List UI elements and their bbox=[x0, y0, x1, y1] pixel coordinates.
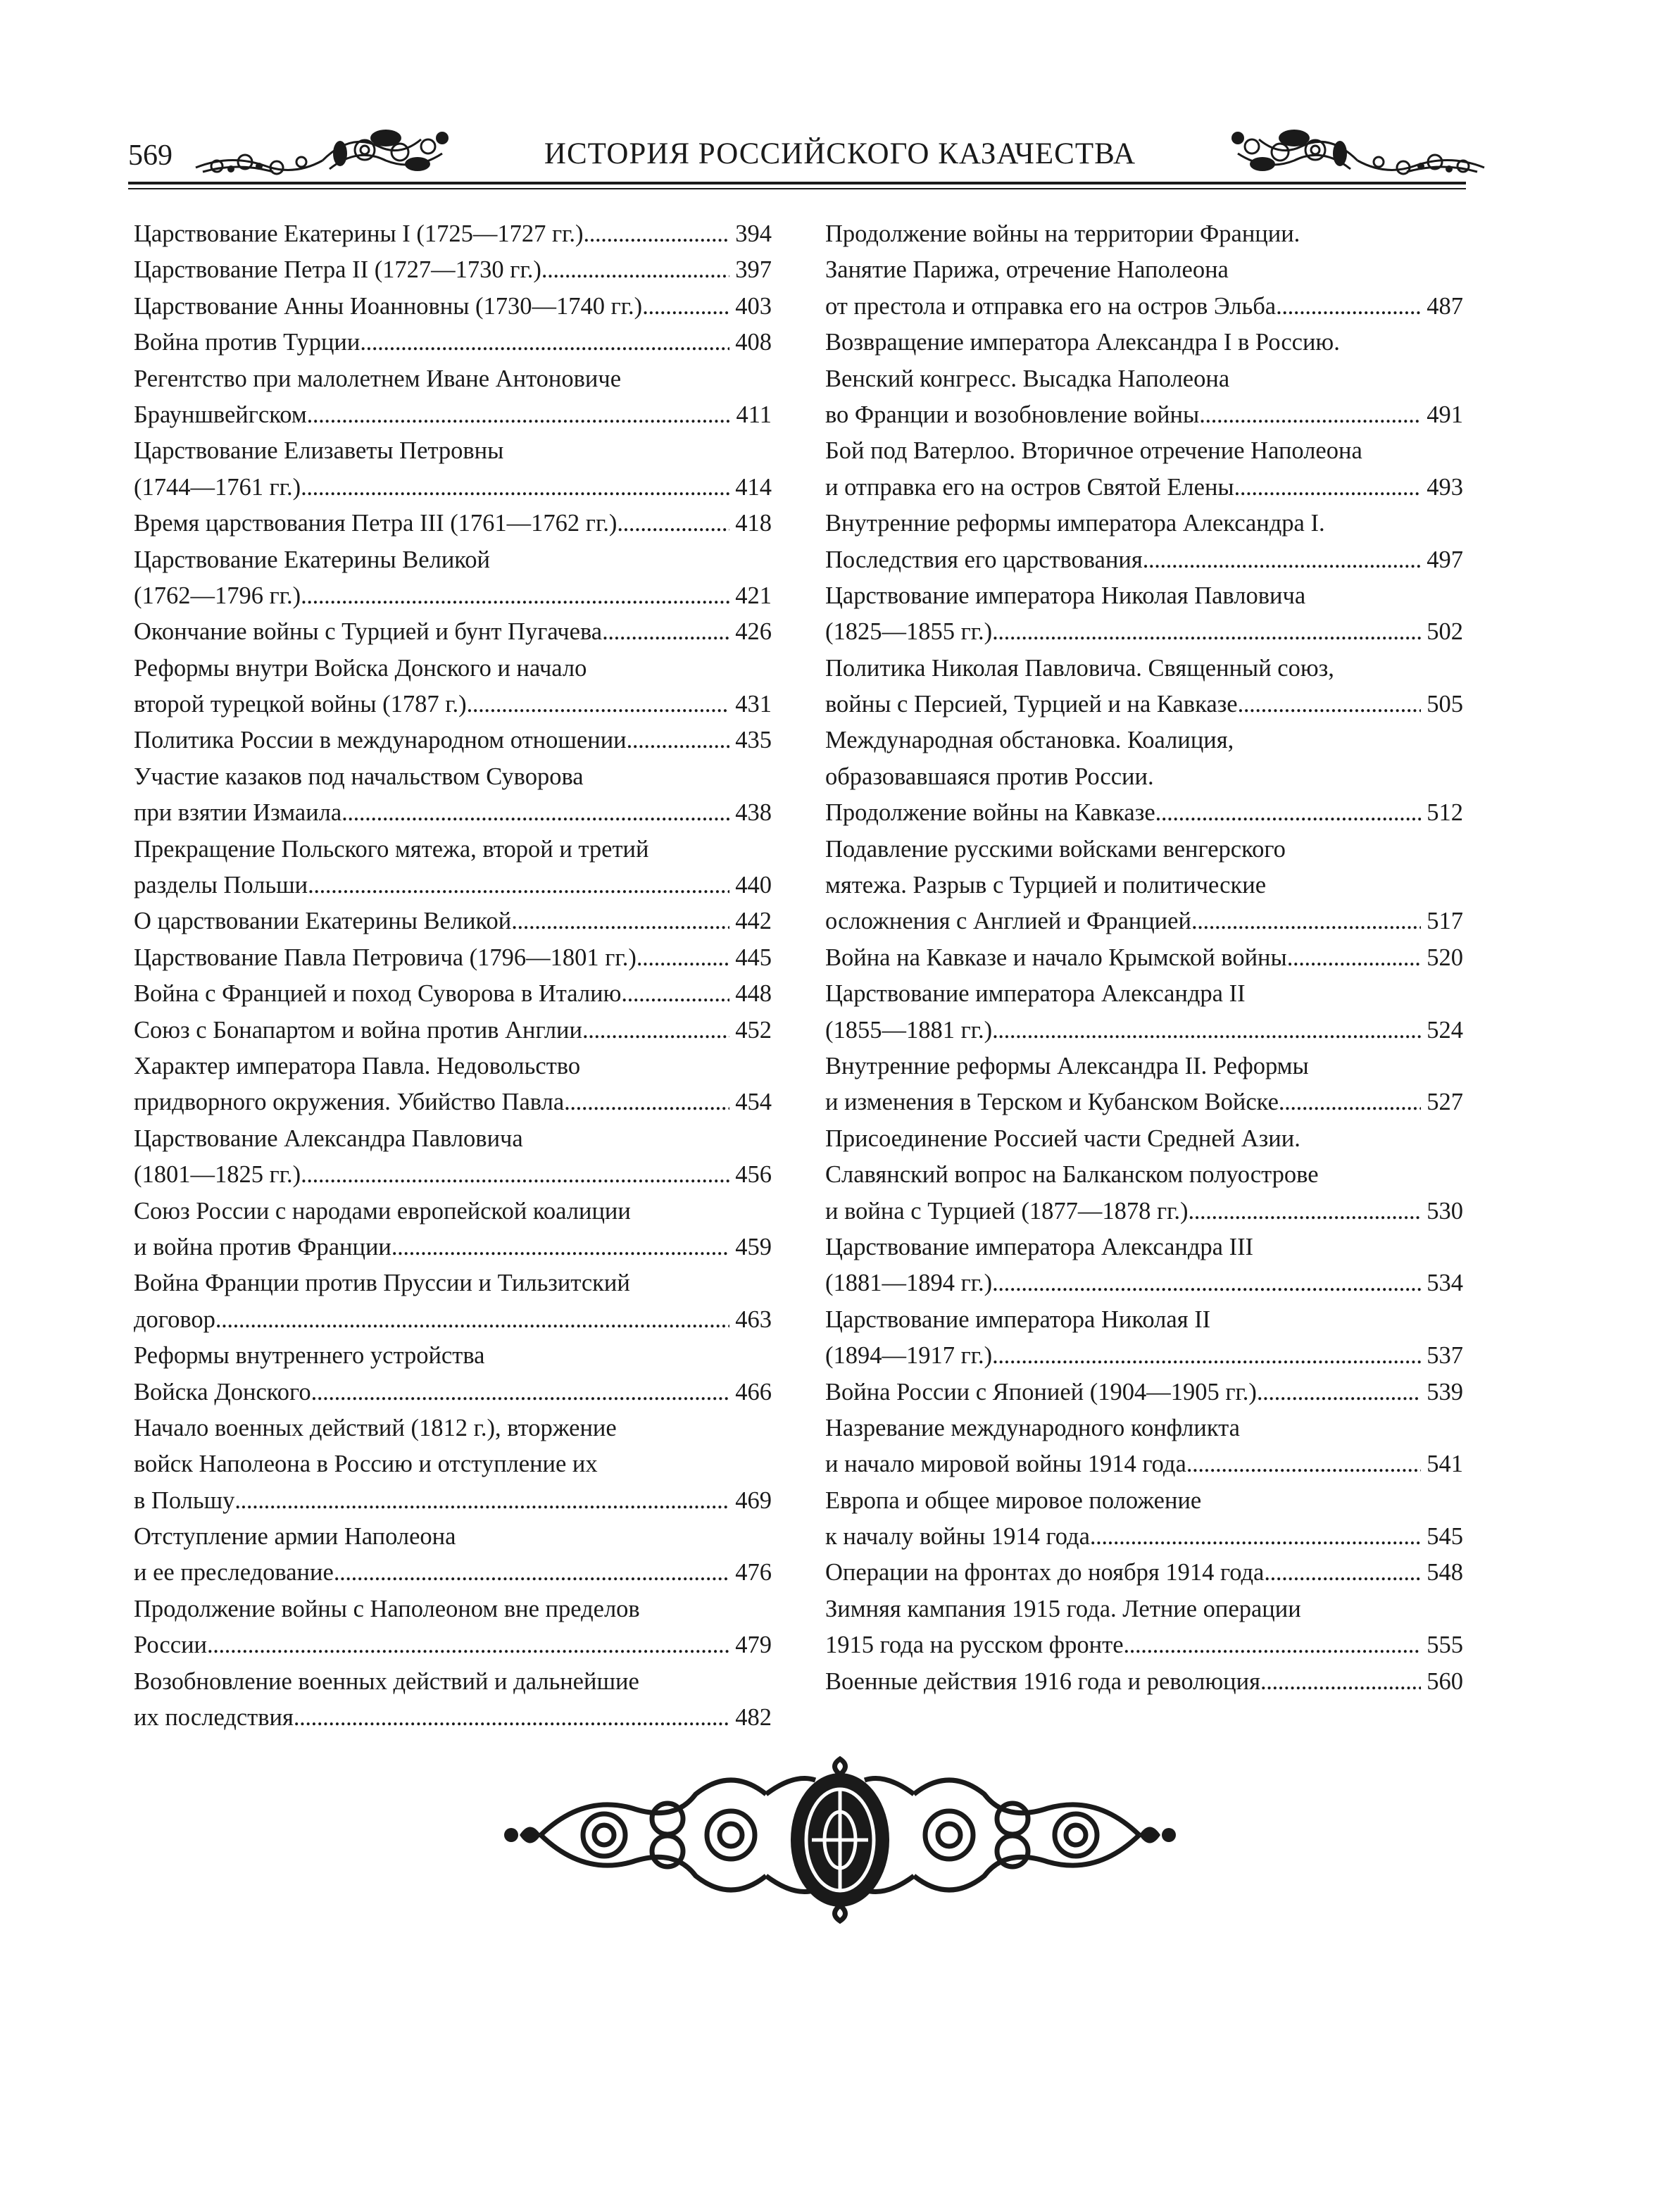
dot-leader bbox=[341, 795, 729, 831]
toc-entry-line bbox=[134, 795, 772, 831]
toc-entry-line-continued bbox=[825, 1157, 1463, 1193]
dot-leader bbox=[992, 614, 1421, 650]
toc-entry-title: Политика России в международном отношении bbox=[134, 727, 627, 754]
toc-entry-title: 1915 года на русском фронте bbox=[825, 1632, 1124, 1659]
toc-page-number: 445 bbox=[735, 944, 772, 971]
toc-entry-title: О царствовании Екатерины Великой bbox=[134, 908, 512, 935]
toc-entry-title: Царствование императора Александра II bbox=[825, 980, 1246, 1008]
toc-page-number: 497 bbox=[1427, 546, 1463, 573]
toc-entry-line bbox=[825, 1555, 1463, 1591]
toc-entry-line bbox=[134, 940, 772, 976]
dot-leader bbox=[1189, 1194, 1422, 1229]
toc-entry-line-continued bbox=[134, 1410, 772, 1446]
toc-entry-title: Внутренние реформы императора Александра I. bbox=[825, 510, 1325, 537]
toc-entry-line-continued bbox=[825, 868, 1463, 903]
toc-page-number: 520 bbox=[1427, 944, 1463, 971]
toc-entry-line bbox=[134, 1229, 772, 1265]
toc-entry-title: (1762—1796 гг.) bbox=[134, 582, 301, 609]
toc-entry-title: Царствование Павла Петровича (1796—1801 гг.) bbox=[134, 944, 637, 971]
toc-entry-title: Международная обстановка. Коалиция, bbox=[825, 727, 1234, 754]
toc-entry-title: Продолжение войны на Кавказе bbox=[825, 799, 1155, 827]
toc-entry-line bbox=[825, 903, 1463, 939]
toc-entry-title: (1894—1917 гг.) bbox=[825, 1342, 993, 1370]
toc-entry-title: Царствование Екатерины I (1725—1727 гг.) bbox=[134, 220, 584, 247]
toc-entry-line bbox=[134, 614, 772, 650]
toc-entry-line-continued bbox=[134, 1446, 772, 1482]
toc-entry-line bbox=[134, 1700, 772, 1736]
toc-entry-line bbox=[825, 1013, 1463, 1048]
toc-entry-title: и отправка его на остров Святой Елены bbox=[825, 473, 1234, 501]
dot-leader bbox=[301, 1157, 729, 1193]
dot-leader bbox=[602, 614, 729, 650]
toc-entry-line bbox=[134, 903, 772, 939]
toc-entry-title: Отступление армии Наполеона bbox=[134, 1523, 456, 1551]
toc-entry-line-continued bbox=[825, 759, 1463, 795]
toc-entry-line bbox=[134, 687, 772, 722]
dot-leader bbox=[541, 252, 729, 288]
toc-entry-title: Война против Турции bbox=[134, 329, 361, 356]
dot-leader bbox=[1260, 1664, 1421, 1700]
toc-page-number: 555 bbox=[1427, 1632, 1463, 1659]
dot-leader bbox=[207, 1627, 729, 1663]
toc-entry-title: в Польшу bbox=[134, 1486, 235, 1514]
toc-entry-line bbox=[134, 470, 772, 506]
toc-entry-line bbox=[825, 1375, 1463, 1410]
toc-entry-line-continued bbox=[134, 361, 772, 397]
toc-entry-line-continued bbox=[825, 506, 1463, 541]
toc-entry-line bbox=[825, 542, 1463, 578]
toc-entry-title: Внутренние реформы Александра II. Реформы bbox=[825, 1052, 1309, 1079]
dot-leader bbox=[311, 1375, 730, 1410]
toc-page-number: 469 bbox=[735, 1486, 772, 1514]
toc-entry-title: Возвращение императора Александра I в Россию. bbox=[825, 329, 1340, 356]
toc-entry-line-continued bbox=[134, 651, 772, 687]
toc-page-number: 411 bbox=[736, 401, 772, 428]
toc-entry-line-continued bbox=[825, 1302, 1463, 1338]
toc-entry-title: Царствование Екатерины Великой bbox=[134, 546, 491, 573]
dot-leader bbox=[215, 1302, 729, 1338]
toc-entry-line-continued bbox=[825, 1229, 1463, 1265]
toc-entry-title: Зимняя кампания 1915 года. Летние операции bbox=[825, 1595, 1301, 1622]
dot-leader bbox=[360, 325, 729, 361]
toc-entry-title: второй турецкой войны (1787 г.) bbox=[134, 691, 467, 718]
toc-entry-title: Подавление русскими войсками венгерского bbox=[825, 835, 1286, 863]
toc-entry-line bbox=[134, 216, 772, 252]
toc-entry-title: (1825—1855 гг.) bbox=[825, 618, 993, 646]
toc-page-number: 491 bbox=[1427, 401, 1463, 428]
toc-entry-line bbox=[134, 868, 772, 903]
toc-entry-title: мятежа. Разрыв с Турцией и политические bbox=[825, 872, 1267, 899]
dot-leader bbox=[564, 1084, 729, 1120]
toc-page-number: 539 bbox=[1427, 1378, 1463, 1405]
toc-entry-title: Присоединение Россией части Средней Азии. bbox=[825, 1125, 1300, 1152]
toc-entry-title: Союз России с народами европейской коалиции bbox=[134, 1197, 631, 1225]
dot-leader bbox=[582, 1013, 729, 1048]
toc-entry-title: Продолжение войны с Наполеоном вне пределов bbox=[134, 1595, 640, 1622]
toc-page-number: 537 bbox=[1427, 1342, 1463, 1370]
toc-entry-line-continued bbox=[134, 759, 772, 795]
toc-page-number: 448 bbox=[735, 980, 772, 1008]
toc-entry-line-continued bbox=[825, 976, 1463, 1012]
dot-leader bbox=[234, 1483, 729, 1519]
toc-entry-title: Война России с Японией (1904—1905 гг.) bbox=[825, 1378, 1257, 1405]
toc-page-number: 435 bbox=[735, 727, 772, 754]
toc-entry-line-continued bbox=[825, 832, 1463, 868]
toc-entry-line bbox=[134, 289, 772, 325]
toc-page-number: 560 bbox=[1427, 1667, 1463, 1695]
toc-entry-title: Царствование Анны Иоанновны (1730—1740 гг.) bbox=[134, 292, 643, 320]
toc-entry-line-continued bbox=[825, 325, 1463, 361]
toc-entry-title: Славянский вопрос на Балканском полуострове bbox=[825, 1161, 1319, 1189]
toc-page-number: 426 bbox=[735, 618, 772, 646]
toc-entry-title: Регентство при малолетнем Иване Антоновиче bbox=[134, 365, 622, 392]
toc-entry-line-continued bbox=[134, 1519, 772, 1555]
dot-leader bbox=[627, 722, 730, 758]
dot-leader bbox=[334, 1555, 729, 1591]
toc-entry-title: к началу войны 1914 года bbox=[825, 1523, 1090, 1551]
dot-leader bbox=[1287, 940, 1422, 976]
toc-page-number: 414 bbox=[735, 473, 772, 501]
dot-leader bbox=[1191, 903, 1421, 939]
toc-entry-title: и война с Турцией (1877—1878 гг.) bbox=[825, 1197, 1189, 1225]
toc-entry-line-continued bbox=[825, 361, 1463, 397]
toc-page-number: 397 bbox=[735, 256, 772, 284]
toc-entry-line bbox=[825, 1664, 1463, 1700]
dot-leader bbox=[1264, 1555, 1421, 1591]
toc-page-number: 408 bbox=[735, 329, 772, 356]
toc-page-number: 394 bbox=[735, 220, 772, 247]
toc-entry-line bbox=[134, 1084, 772, 1120]
toc-entry-line bbox=[134, 325, 772, 361]
toc-entry-line-continued bbox=[825, 651, 1463, 687]
toc-entry-title: (1855—1881 гг.) bbox=[825, 1016, 993, 1044]
toc-page-number: 479 bbox=[735, 1632, 772, 1659]
dot-leader bbox=[307, 397, 731, 433]
toc-entry-line-continued bbox=[134, 1591, 772, 1627]
toc-entry-title: Реформы внутри Войска Донского и начало bbox=[134, 654, 587, 682]
toc-page-number: 438 bbox=[735, 799, 772, 827]
toc-entry-line-continued bbox=[134, 542, 772, 578]
toc-page-number: 421 bbox=[735, 582, 772, 609]
header-ornament-right-icon bbox=[1224, 125, 1491, 180]
toc-entry-line-continued bbox=[825, 1410, 1463, 1446]
toc-entry-title: Царствование императора Николая Павловича bbox=[825, 582, 1306, 609]
toc-page-number: 456 bbox=[735, 1161, 772, 1189]
toc-entry-title: Царствование Александра Павловича bbox=[134, 1125, 523, 1152]
toc-page-number: 442 bbox=[735, 908, 772, 935]
toc-entry-line bbox=[825, 289, 1463, 325]
dot-leader bbox=[992, 1265, 1421, 1301]
toc-entry-line bbox=[134, 1302, 772, 1338]
toc-entry-title: (1881—1894 гг.) bbox=[825, 1270, 993, 1297]
toc-page-number: 431 bbox=[735, 691, 772, 718]
toc-entry-title: образовавшаяся против России. bbox=[825, 763, 1154, 790]
dot-leader bbox=[584, 216, 730, 252]
toc-page-number: 517 bbox=[1427, 908, 1463, 935]
toc-entry-line-continued bbox=[134, 1048, 772, 1084]
dot-leader bbox=[1234, 470, 1422, 506]
toc-page-number: 487 bbox=[1427, 292, 1463, 320]
toc-entry-line bbox=[825, 1194, 1463, 1229]
dot-leader bbox=[992, 1013, 1421, 1048]
dot-leader bbox=[1090, 1519, 1421, 1555]
toc-entry-line-continued bbox=[134, 433, 772, 469]
toc-entry-line bbox=[134, 252, 772, 288]
toc-page-number: 440 bbox=[735, 872, 772, 899]
toc-entry-title: Царствование Петра II (1727—1730 гг.) bbox=[134, 256, 541, 284]
dot-leader bbox=[1257, 1375, 1421, 1410]
toc-entry-title: Реформы внутреннего устройства bbox=[134, 1342, 485, 1370]
toc-entry-title: Возобновление военных действий и дальнейшие bbox=[134, 1667, 639, 1695]
dot-leader bbox=[1124, 1627, 1422, 1663]
toc-entry-line bbox=[825, 795, 1463, 831]
toc-entry-line bbox=[134, 397, 772, 433]
running-title: ИСТОРИЯ РОССИЙСКОГО КАЗАЧЕСТВА bbox=[544, 137, 1136, 170]
header-rule-thin bbox=[128, 188, 1466, 189]
toc-entry-line bbox=[825, 614, 1463, 650]
toc-entry-title: Войска Донского bbox=[134, 1378, 311, 1405]
toc-entry-title: Политика Николая Павловича. Священный союз, bbox=[825, 654, 1334, 682]
toc-entry-line-continued bbox=[825, 1048, 1463, 1084]
toc-entry-title: и ее преследование bbox=[134, 1559, 334, 1586]
toc-entry-line bbox=[825, 470, 1463, 506]
toc-entry-line bbox=[825, 1338, 1463, 1374]
toc-entry-line-continued bbox=[134, 1338, 772, 1374]
toc-entry-title: Начало военных действий (1812 г.), вторжение bbox=[134, 1414, 617, 1441]
dot-leader bbox=[992, 1338, 1421, 1374]
toc-entry-line-continued bbox=[825, 1121, 1463, 1157]
toc-entry-title: от престола и отправка его на остров Эльба bbox=[825, 292, 1277, 320]
toc-entry-title: (1801—1825 гг.) bbox=[134, 1161, 301, 1189]
toc-entry-line bbox=[134, 1157, 772, 1193]
toc-entry-line bbox=[134, 506, 772, 541]
toc-page-number: 548 bbox=[1427, 1559, 1463, 1586]
toc-entry-title: придворного окружения. Убийство Павла bbox=[134, 1089, 565, 1116]
toc-entry-line-continued bbox=[134, 1121, 772, 1157]
toc-entry-title: войны с Персией, Турцией и на Кавказе bbox=[825, 691, 1238, 718]
page-number: 569 bbox=[128, 139, 173, 172]
toc-entry-line bbox=[134, 976, 772, 1012]
toc-entry-title: Бой под Ватерлоо. Вторичное отречение Наполеона bbox=[825, 437, 1362, 465]
toc-entry-line bbox=[825, 397, 1463, 433]
dot-leader bbox=[511, 903, 729, 939]
toc-entry-line bbox=[825, 940, 1463, 976]
toc-entry-line bbox=[134, 1013, 772, 1048]
toc-entry-line bbox=[825, 1446, 1463, 1482]
toc-entry-title: Царствование императора Александра III bbox=[825, 1233, 1254, 1260]
toc-page-number: 541 bbox=[1427, 1451, 1463, 1478]
toc-entry-title: и война против Франции bbox=[134, 1233, 391, 1260]
toc-entry-line-continued bbox=[134, 832, 772, 868]
toc-page-number: 527 bbox=[1427, 1089, 1463, 1116]
toc-entry-title: Царствование Елизаветы Петровны bbox=[134, 437, 504, 465]
toc-entry-title: Венский конгресс. Высадка Наполеона bbox=[825, 365, 1230, 392]
toc-entry-line bbox=[825, 1627, 1463, 1663]
toc-column-right bbox=[825, 216, 1463, 1700]
header-rule-thick bbox=[128, 182, 1466, 184]
toc-entry-line-continued bbox=[825, 433, 1463, 469]
toc-entry-title: осложнения с Англией и Францией bbox=[825, 908, 1191, 935]
toc-entry-title: Окончание войны с Турцией и бунт Пугачева bbox=[134, 618, 603, 646]
toc-entry-title: России bbox=[134, 1632, 207, 1659]
toc-entry-line-continued bbox=[825, 578, 1463, 614]
toc-page-number: 476 bbox=[735, 1559, 772, 1586]
dot-leader bbox=[1238, 687, 1422, 722]
toc-entry-line bbox=[825, 1084, 1463, 1120]
toc-entry-title: во Франции и возобновление войны bbox=[825, 401, 1200, 428]
toc-entry-title: войск Наполеона в Россию и отступление их bbox=[134, 1451, 598, 1478]
toc-entry-title: Операции на фронтах до ноября 1914 года bbox=[825, 1559, 1265, 1586]
toc-entry-title: при взятии Измаила bbox=[134, 799, 342, 827]
toc-page-number: 403 bbox=[735, 292, 772, 320]
toc-page-number: 505 bbox=[1427, 691, 1463, 718]
dot-leader bbox=[1199, 397, 1421, 433]
dot-leader bbox=[1143, 542, 1422, 578]
running-header bbox=[0, 120, 1680, 204]
toc-entry-line-continued bbox=[134, 1265, 772, 1301]
toc-page-number: 418 bbox=[735, 510, 772, 537]
dot-leader bbox=[391, 1229, 729, 1265]
toc-page-number: 482 bbox=[735, 1704, 772, 1732]
toc-entry-title: Прекращение Польского мятежа, второй и третий bbox=[134, 835, 649, 863]
toc-entry-line bbox=[825, 1265, 1463, 1301]
toc-page-number: 502 bbox=[1427, 618, 1463, 646]
dot-leader bbox=[642, 289, 729, 325]
toc-entry-title: Военные действия 1916 года и революция bbox=[825, 1667, 1260, 1695]
toc-column-left bbox=[134, 216, 772, 1736]
toc-entry-title: Брауншвейгском bbox=[134, 401, 307, 428]
tailpiece-ornament-icon bbox=[499, 1752, 1181, 1928]
toc-page-number: 454 bbox=[735, 1089, 772, 1116]
toc-page-number: 524 bbox=[1427, 1016, 1463, 1044]
toc-page-number: 534 bbox=[1427, 1270, 1463, 1297]
toc-page-number: 459 bbox=[735, 1233, 772, 1260]
toc-page-number: 452 bbox=[735, 1016, 772, 1044]
toc-entry-title: Назревание международного конфликта bbox=[825, 1414, 1240, 1441]
toc-entry-title: Европа и общее мировое положение bbox=[825, 1486, 1202, 1514]
dot-leader bbox=[301, 578, 729, 614]
dot-leader bbox=[308, 868, 729, 903]
toc-entry-title: их последствия bbox=[134, 1704, 294, 1732]
toc-page-number: 493 bbox=[1427, 473, 1463, 501]
toc-entry-title: Занятие Парижа, отречение Наполеона bbox=[825, 256, 1229, 284]
toc-entry-line-continued bbox=[825, 216, 1463, 252]
dot-leader bbox=[621, 976, 729, 1012]
dot-leader bbox=[467, 687, 730, 722]
dot-leader bbox=[637, 940, 729, 976]
toc-page-number: 466 bbox=[735, 1378, 772, 1405]
toc-entry-line-continued bbox=[825, 722, 1463, 758]
dot-leader bbox=[1276, 289, 1421, 325]
toc-entry-title: Продолжение войны на территории Франции. bbox=[825, 220, 1300, 247]
toc-entry-line bbox=[825, 687, 1463, 722]
toc-entry-title: Война на Кавказе и начало Крымской войны bbox=[825, 944, 1287, 971]
toc-entry-title: Война Франции против Пруссии и Тильзитский bbox=[134, 1270, 630, 1297]
toc-entry-line bbox=[134, 1555, 772, 1591]
dot-leader bbox=[1186, 1446, 1421, 1482]
dot-leader bbox=[617, 506, 729, 541]
toc-entry-title: Союз с Бонапартом и война против Англии bbox=[134, 1016, 582, 1044]
toc-entry-line-continued bbox=[134, 1194, 772, 1229]
dot-leader bbox=[1279, 1084, 1421, 1120]
toc-page-number: 545 bbox=[1427, 1523, 1463, 1551]
toc-entry-title: и начало мировой войны 1914 года bbox=[825, 1451, 1186, 1478]
toc-entry-line bbox=[825, 1519, 1463, 1555]
toc-entry-title: Царствование императора Николая II bbox=[825, 1306, 1211, 1333]
toc-entry-title: Война с Францией и поход Суворова в Италию bbox=[134, 980, 622, 1008]
dot-leader bbox=[1155, 795, 1422, 831]
toc-entry-line bbox=[134, 578, 772, 614]
toc-entry-line-continued bbox=[134, 1664, 772, 1700]
toc-page-number: 530 bbox=[1427, 1197, 1463, 1225]
toc-page-number: 512 bbox=[1427, 799, 1463, 827]
toc-entry-line-continued bbox=[825, 1483, 1463, 1519]
toc-entry-title: Участие казаков под начальством Суворова bbox=[134, 763, 584, 790]
toc-entry-line bbox=[134, 1375, 772, 1410]
toc-entry-line-continued bbox=[825, 252, 1463, 288]
toc-entry-title: разделы Польши bbox=[134, 872, 308, 899]
toc-entry-title: Характер императора Павла. Недовольство bbox=[134, 1052, 581, 1079]
toc-entry-line bbox=[134, 1483, 772, 1519]
toc-entry-title: (1744—1761 гг.) bbox=[134, 473, 301, 501]
toc-entry-line-continued bbox=[825, 1591, 1463, 1627]
toc-page-number: 463 bbox=[735, 1306, 772, 1333]
toc-entry-line bbox=[134, 1627, 772, 1663]
toc-entry-title: Время царствования Петра III (1761—1762 гг.) bbox=[134, 510, 618, 537]
toc-entry-line bbox=[134, 722, 772, 758]
toc-entry-title: Последствия его царствования bbox=[825, 546, 1143, 573]
toc-entry-title: и изменения в Терском и Кубанском Войске bbox=[825, 1089, 1279, 1116]
toc-entry-title: договор bbox=[134, 1306, 215, 1333]
dot-leader bbox=[294, 1700, 729, 1736]
dot-leader bbox=[301, 470, 729, 506]
